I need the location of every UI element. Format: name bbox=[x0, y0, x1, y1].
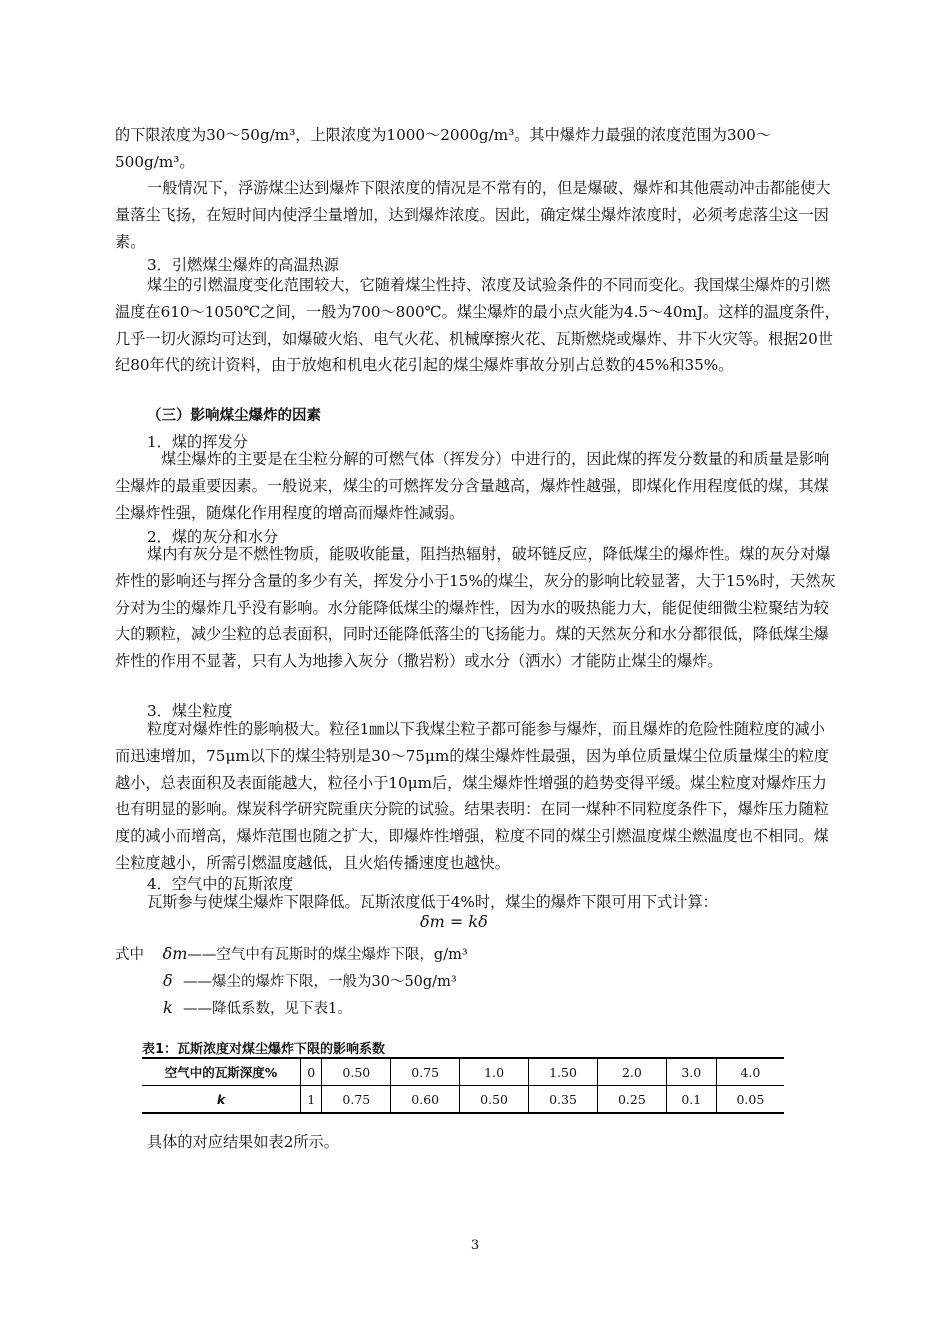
definition-line-3 bbox=[163, 997, 352, 1020]
paragraph-closing: 具体的对应结果如表2所示。 bbox=[147, 1133, 339, 1151]
table-cell: 0.05 bbox=[716, 1086, 784, 1114]
heading-ash-moisture: 2．煤的灰分和水分 bbox=[147, 528, 279, 546]
table-cell: 0.35 bbox=[529, 1086, 598, 1114]
table-row bbox=[142, 1058, 784, 1086]
table-cell: 0.75 bbox=[322, 1086, 391, 1114]
heading-particle-size: 3．煤尘粒度 bbox=[147, 702, 233, 720]
paragraph-ignition-temperature: 煤尘的引燃温度变化范围较大，它随着煤尘性持、浓度及试验条件的不同而变化。我国煤尘爆炸的引燃温度在610～1050℃之间，一般为700～800℃。煤尘爆炸的最小点火能为4.5～40mJ。这样的温度条件，几乎一切火源均可达到，如爆破火焰、电气火花、机械摩擦火花、瓦斯燃烧或爆炸、井下火灾等。根据20世纪80年代的统计资料，由于放炮和机电火花引起的煤尘爆炸事故分别占总数的45%和35%。 bbox=[115, 276, 840, 375]
paragraph-concentration-limits: 的下限浓度为30～50g/m³，上限浓度为1000～2000g/m³。其中爆炸力最强的浓度范围为300～500g/m³。 bbox=[115, 126, 772, 171]
definition-delta: ——爆尘的爆炸下限，一般为30～50g/m³ bbox=[183, 974, 457, 990]
table-cell: 4.0 bbox=[716, 1058, 784, 1086]
paragraph-ash-moisture: 煤内有灰分是不燃性物质，能吸收能量，阻挡热辐射，破坏链反应，降低煤尘的爆炸性。煤的灰分对爆炸性的影响还与挥分含量的多少有关，挥发分小于15%的煤尘，灰分的影响比较显著，大于15%时，天然灰分对为尘的爆炸几乎没有影响。水分能降低煤尘的爆炸性，因为水的吸热能力大，能促使细微尘粒聚结为较大的颗粒，减少尘粒的总表面积，同时还能降低落尘的飞扬能力。煤的天然灰分和水分都很低，降低煤尘爆炸性的作用不显著，只有人为地掺入灰分（撒岩粉）或水分（洒水）才能防止煤尘的爆炸。 bbox=[115, 545, 836, 671]
formula-lower-limit: δm = kδ bbox=[420, 912, 488, 931]
table-cell: 0.1 bbox=[666, 1086, 716, 1114]
definition-line-1 bbox=[115, 943, 468, 966]
heading-gas-concentration: 4．空气中的瓦斯浓度 bbox=[147, 875, 294, 893]
table-row bbox=[142, 1086, 784, 1114]
section-heading-factors: （三）影响煤尘爆炸的因素 bbox=[147, 408, 321, 424]
table-cell: 1 bbox=[301, 1086, 322, 1114]
table-caption: 表1：瓦斯浓度对煤尘爆炸下限的影响系数 bbox=[142, 1042, 386, 1057]
table-cell: 3.0 bbox=[666, 1058, 716, 1086]
table-row-header: k bbox=[142, 1086, 301, 1114]
paragraph-particle-size: 粒度对爆炸性的影响极大。粒径1㎜以下我煤尘粒子都可能参与爆炸，而且爆炸的危险性随粒度的减小而迅速增加，75μm以下的煤尘特别是30～75μm的煤尘爆炸性最强，因为单位质量煤尘位质量煤尘的粒度越小，总表面积及表面能越大，粒径小于10μm后，煤尘爆炸性增强的趋势变得平缓。煤尘粒度对爆炸压力也有明显的影响。煤炭科学研究院重庆分院的试验。结果表明：在同一煤种不同粒度条件下，爆炸压力随粒度的减小而增高，爆炸范围也随之扩大，即爆炸性增强，粒度不同的煤尘引燃温度煤尘燃温度也不相同。煤尘粒度越小，所需引燃温度越低，且火焰传播速度也越快。 bbox=[115, 720, 830, 872]
heading-volatile-matter: 1．煤的挥发分 bbox=[147, 433, 248, 451]
table-cell: 1.0 bbox=[460, 1058, 529, 1086]
table-cell: 2.0 bbox=[597, 1058, 666, 1086]
definition-k: ——降低系数，见下表1。 bbox=[183, 1001, 352, 1017]
page-number: 3 bbox=[470, 1238, 480, 1253]
definition-delta-m: ——空气中有瓦斯时的煤尘爆炸下限，g/m³ bbox=[187, 947, 468, 963]
paragraph-floating-dust: 一般情况下，浮游煤尘达到爆炸下限浓度的情况是不常有的，但是爆破、爆炸和其他震动冲击都能使大量落尘飞扬，在短时间内使浮尘量增加，达到爆炸浓度。因此，确定煤尘爆炸浓度时，必须考虑落尘这一因素。 bbox=[115, 179, 831, 251]
table-cell: 0 bbox=[301, 1058, 322, 1086]
symbol-delta-m: δm bbox=[162, 944, 188, 963]
table-cell: 0.50 bbox=[460, 1086, 529, 1114]
table-cell: 0.75 bbox=[391, 1058, 460, 1086]
symbol-k: k bbox=[163, 998, 173, 1017]
table-cell: 0.25 bbox=[597, 1086, 666, 1114]
definition-line-2 bbox=[163, 970, 457, 993]
table-cell: 0.50 bbox=[322, 1058, 391, 1086]
coefficient-table bbox=[142, 1057, 784, 1114]
heading-ignition-source: 3．引燃煤尘爆炸的高温热源 bbox=[147, 256, 339, 274]
table-cell: 0.60 bbox=[391, 1086, 460, 1114]
symbol-delta: δ bbox=[163, 971, 173, 990]
paragraph-gas-concentration: 瓦斯参与使煤尘爆炸下限降低。瓦斯浓度低于4%时，煤尘的爆炸下限可用下式计算： bbox=[147, 893, 718, 911]
definition-prefix: 式中 bbox=[115, 947, 144, 963]
paragraph-volatile-matter: 煤尘爆炸的主要是在尘粒分解的可燃气体（挥发分）中进行的，因此煤的挥发分数量的和质量是影响尘爆炸的最重要因素。一般说来，煤尘的可燃挥发分含量越高，爆炸性越强，即煤化作用程度低的煤，其煤尘爆炸性强，随煤化作用程度的增高而爆炸性减弱。 bbox=[115, 450, 830, 522]
table-cell: 1.50 bbox=[529, 1058, 598, 1086]
table-row-header: 空气中的瓦斯深度% bbox=[142, 1058, 301, 1086]
